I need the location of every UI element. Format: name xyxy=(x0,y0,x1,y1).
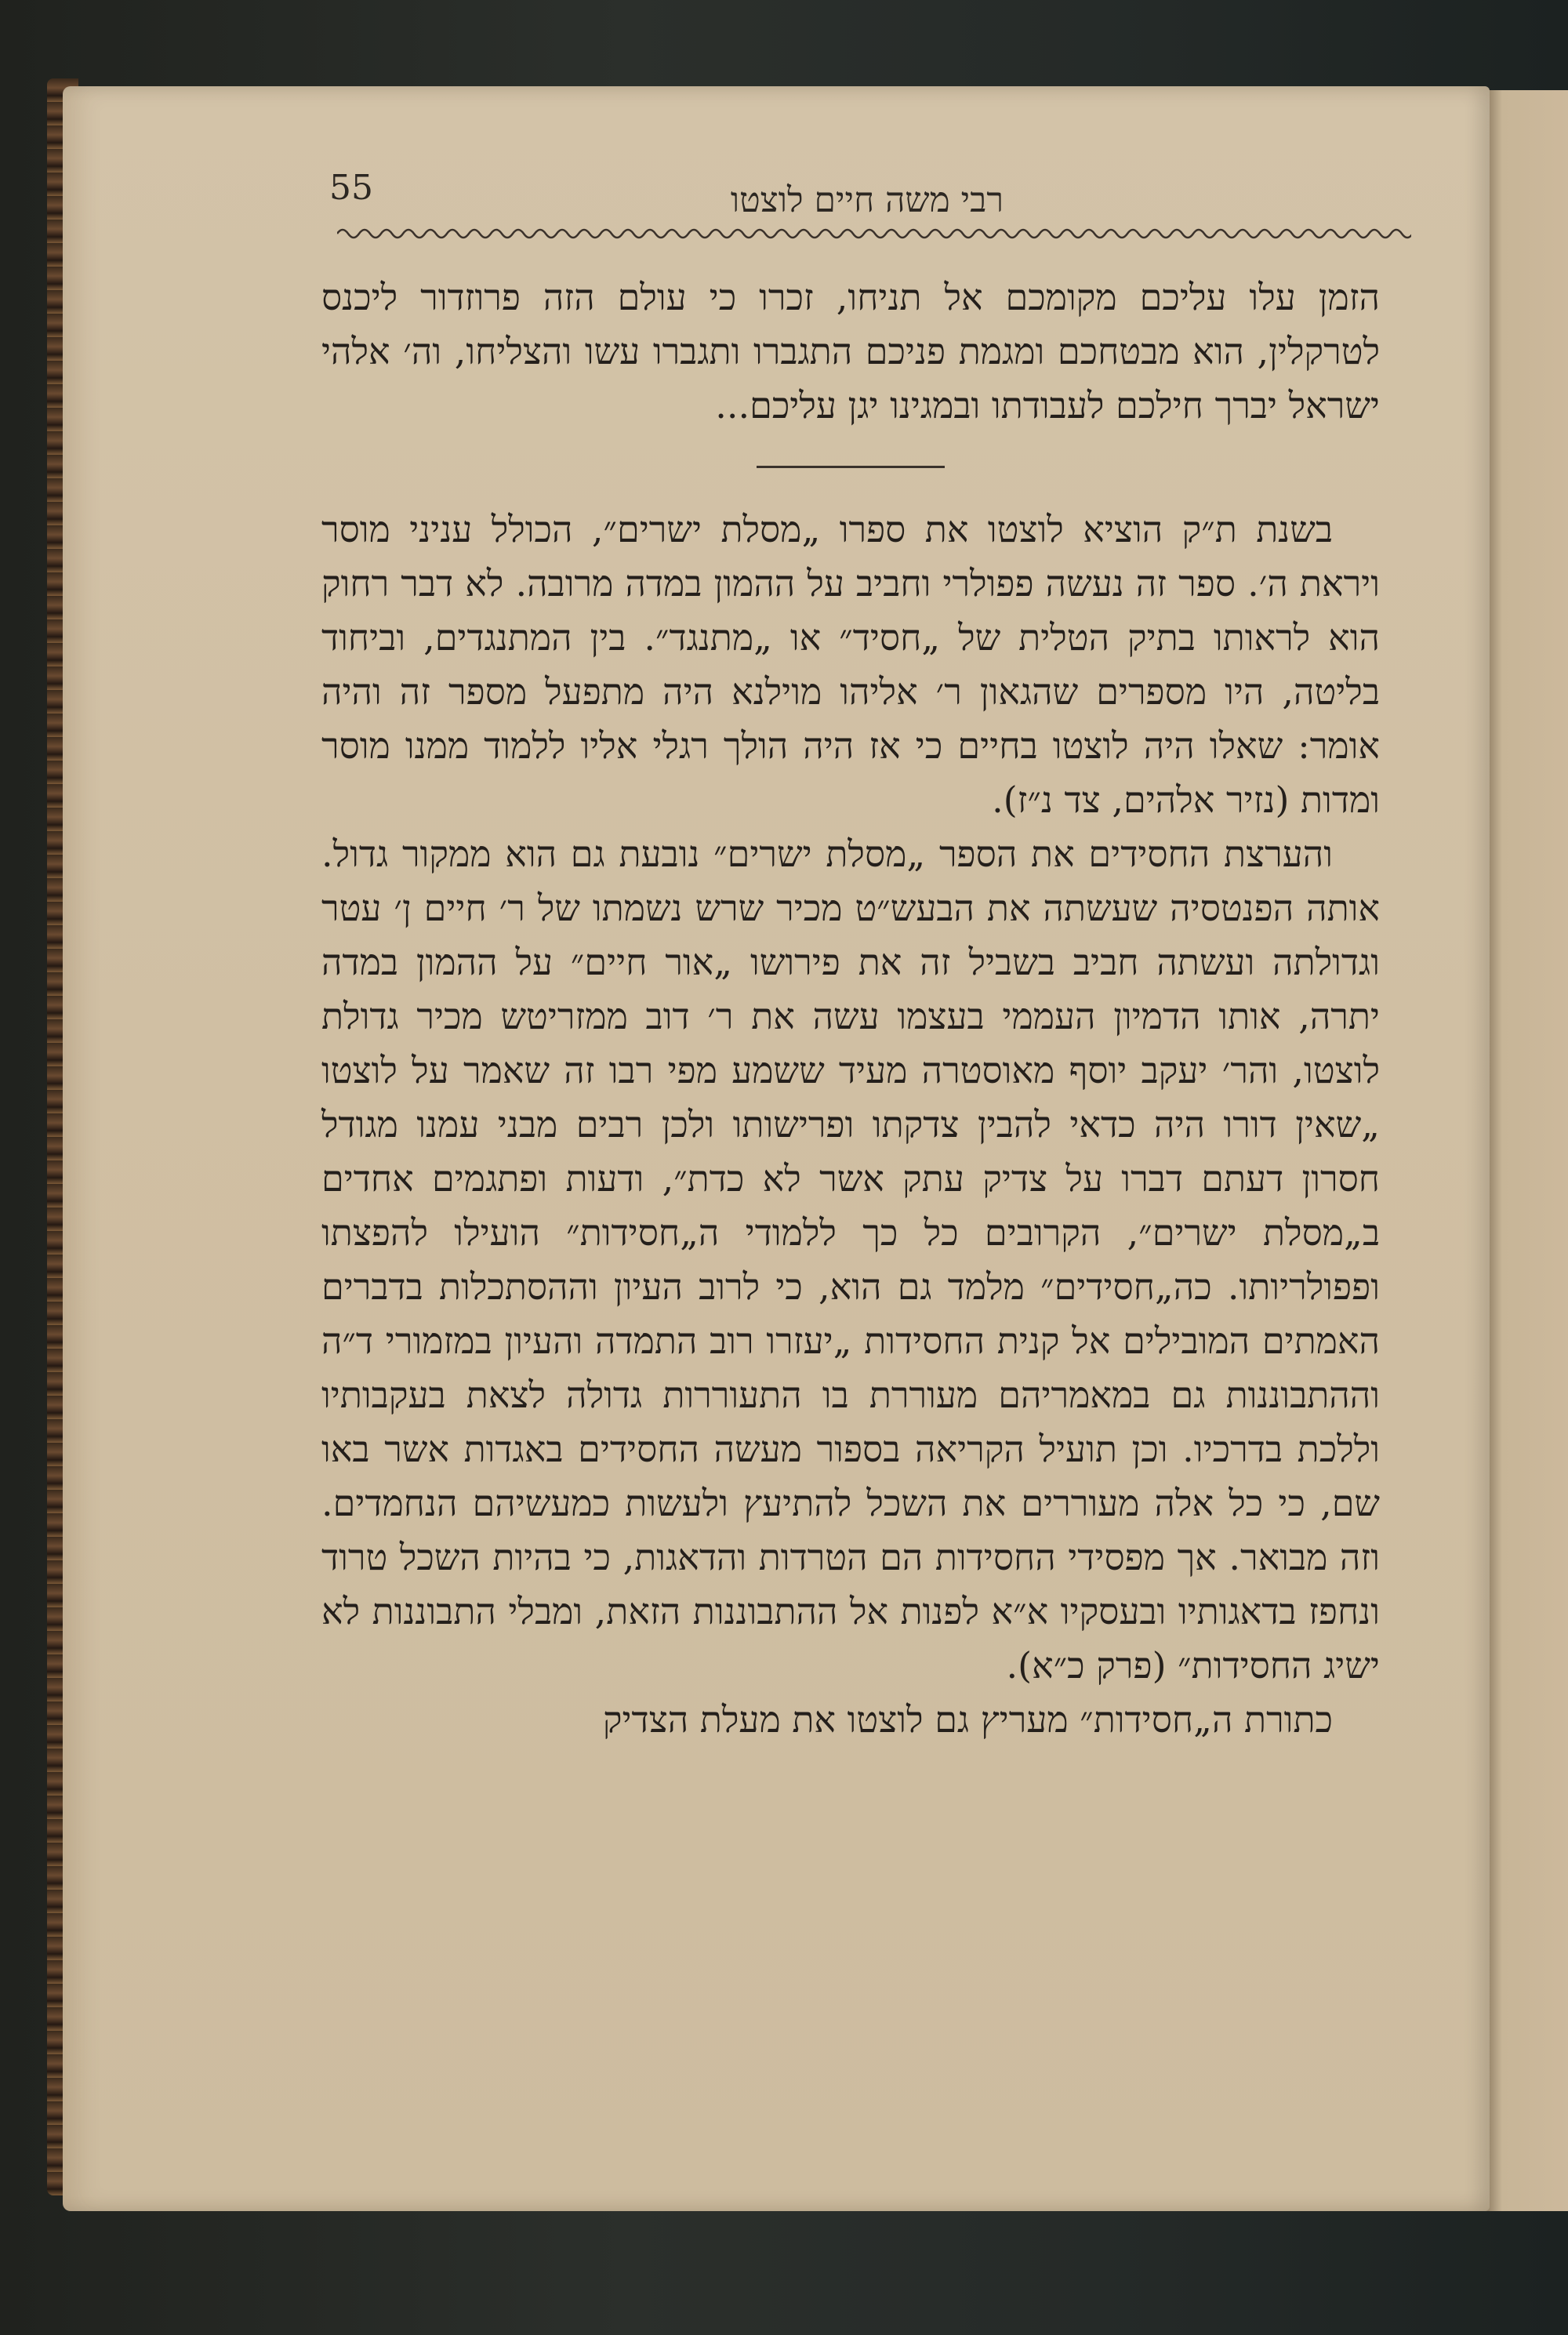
facing-page-edge xyxy=(1482,90,1568,2211)
section-separator xyxy=(757,466,945,468)
body-text xyxy=(321,271,1380,1747)
running-head: רבי משה חיים לוצטו xyxy=(730,180,1004,220)
paragraph: הזמן עלו עליכם מקומכם אל תניחו, זכרו כי עולם הזה פרוזדור ליכנס לטרקלין, הוא מבטחכם ומגמת פניכם התגברו ותגברו עשו והצליחו, וה׳ אלהי ישראל יברך חילכם לעבודתו ובמגינו יגן עליכם... xyxy=(321,276,1380,427)
paragraph: בשנת ת״ק הוציא לוצטו את ספרו „מסלת ישרים״, הכולל עניני מוסר ויראת ה׳. ספר זה נעשה פפולרי וחביב על ההמון במדה מרובה. לא דבר רחוק הוא לראותו בתיק הטלית של „חסיד״ או „מתנגד״. בין המתנגדים, וביחוד בליטה, היו מספרים שהגאון ר׳ אליהו מוילנא היה מתפעל מספר זה והיה אומר: שאלו היה לוצטו בחיים כי אז היה הולך רגלי אליו ללמוד ממנו מוסר ומדות (נזיר אלהים, צד נ״ז). xyxy=(321,508,1380,821)
paragraph: והערצת החסידים את הספר „מסלת ישרים״ נובעת גם הוא ממקור גדול. אותה הפנטסיה שעשתה את הבעש״ט מכיר שרש נשמתו של ר׳ חיים ן׳ עטר וגדולתה ועשתה חביב בשביל זה את פירושו „אור חיים״ על ההמון במדה יתרה, אותו הדמיון העממי בעצמו עשה את ר׳ דוב ממזריטש מכיר גדולת לוצטו, והר׳ יעקב יוסף מאוסטרה מעיד ששמע מפי רבו זה שאמר על לוצטו „שאין דורו היה כדאי להבין צדקתו ופרישותו ולכן רבים מבני עמנו מגודל חסרון דעתם דברו על צדיק עתק אשר לא כדת״, ודעות ופתגמים אחדים ב„מסלת ישרים״, הקרובים כל כך ללמודי ה„חסידות״ הועילו להפצתו ופפולריותו. כה„חסידים״ מלמד גם הוא, כי לרוב העיון וההסתכלות בדברים האמתים המובילים אל קנית החסידות „יעזרו רוב התמדה והעיון במזמורי ד״ה וההתבוננות גם במאמריהם מעוררת בו התעוררות גדולה לצאת בעקבותיו וללכת בדרכיו. וכן תועיל הקריאה בספור מעשה החסידים באגדות אשר באו שם, כי כל אלה מעוררים את השכל להתיעץ ולעשות כמעשיהם הנחמדים. וזה מבואר. אך מפסידי החסידות הם הטרדות והדאגות, כי בהיות השכל טרוד ונחפז בדאגותיו ובעסקיו א״א לפנות אל ההתבוננות הזאת, ומבלי התבוננות לא ישיג החסידות״ (פרק כ״א). xyxy=(321,833,1380,1687)
page-number: 55 xyxy=(329,168,373,208)
wavy-rule-divider xyxy=(337,218,1411,249)
paragraph: כתורת ה„חסידות״ מעריץ גם לוצטו את מעלת הצדיק xyxy=(602,1698,1333,1741)
